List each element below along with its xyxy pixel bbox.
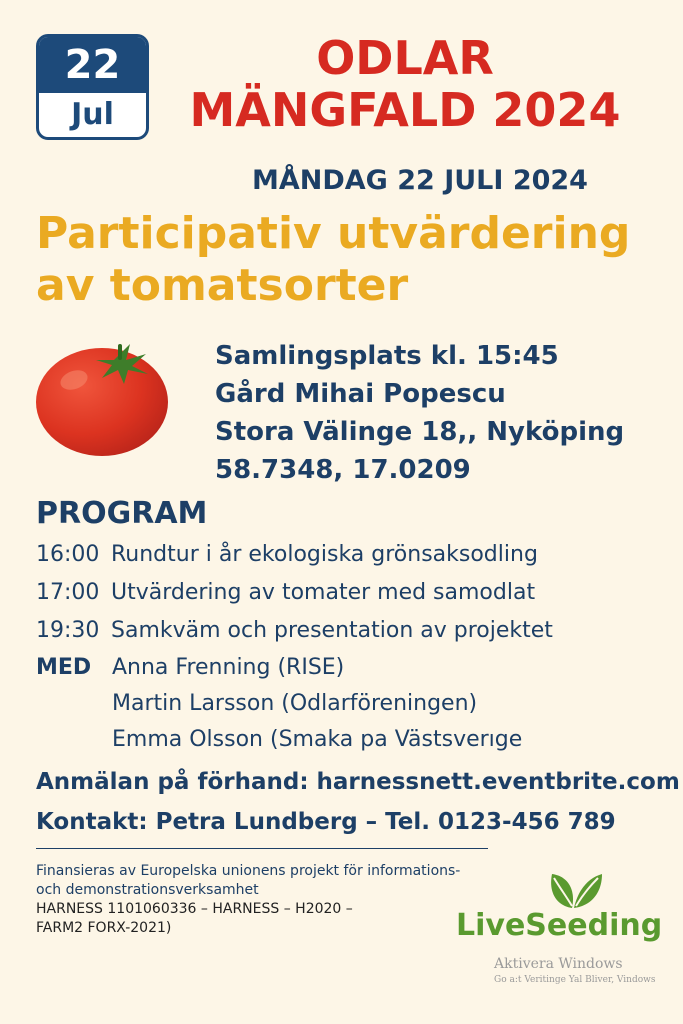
funding-line2: och demonstrationsverksamhet (36, 882, 259, 898)
calendar-day: 22 (39, 37, 146, 93)
calendar-badge (36, 34, 149, 140)
event-title-line2: MÄNGFALD 2024 (189, 83, 621, 137)
participant-name: Emma Olsson (Smaka pa Västsverıge (112, 727, 523, 752)
schedule-item (36, 574, 676, 612)
leaf-icon (544, 866, 604, 910)
schedule-time: 17:00 (36, 580, 100, 605)
funding-line4: FARM2 FORX-2021) (36, 920, 172, 936)
assembly-time: Samlingsplats kl. 15:45 (215, 341, 559, 371)
funding-line1: Finansieras av Europelska unionens projekt för informations- (36, 863, 461, 879)
address: Stora Välinge 18,, Nyköping (215, 417, 625, 447)
registration-link[interactable]: Anmälan på förhand: harnessnett.eventbrite.com (36, 769, 680, 795)
participants-list (112, 650, 522, 758)
logo-text: LiveSeeding (456, 908, 663, 943)
watermark-line1: Aktivera Windows (494, 956, 623, 972)
schedule-time: 19:30 (36, 618, 100, 643)
program-heading: PROGRAM (36, 496, 208, 531)
participant-name: Anna Frenning (RISE) (112, 655, 345, 680)
schedule-desc: Samkväm och presentation av projektet (111, 618, 553, 643)
tomato-icon (34, 338, 174, 458)
schedule-item (36, 536, 676, 574)
venue-info (215, 337, 675, 489)
participants-label: MED (36, 655, 92, 680)
divider (36, 848, 488, 849)
funding-line3: HARNESS 1101060336 – HARNESS – H2020 – (36, 901, 353, 917)
headline-line1: Participativ utvärdering (36, 208, 631, 259)
event-title (165, 32, 645, 136)
headline (36, 208, 676, 312)
farm-name: Gård Mihai Popescu (215, 379, 506, 409)
registration-contact (36, 762, 680, 842)
watermark-line2: Go a:t Veritinge Yal Bliver, Vindows (494, 975, 656, 985)
contact-info: Kontakt: Petra Lundberg – Tel. 0123-456 789 (36, 809, 616, 835)
event-title-line1: ODLAR (316, 31, 494, 85)
coordinates: 58.7348, 17.0209 (215, 455, 471, 485)
participant-name: Martin Larsson (Odlarföreningen) (112, 691, 478, 716)
schedule-time: 16:00 (36, 542, 100, 567)
funding-notice (36, 862, 476, 938)
event-date: MÅNDAG 22 JULI 2024 (252, 165, 588, 196)
program-schedule (36, 536, 676, 650)
schedule-desc: Rundtur i år ekologiska grönsaksodling (111, 542, 538, 567)
liveseeding-logo (456, 866, 666, 952)
schedule-item (36, 612, 676, 650)
activation-watermark (494, 955, 679, 987)
calendar-month: Jul (71, 97, 114, 132)
schedule-desc: Utvärdering av tomater med samodlat (111, 580, 536, 605)
headline-line2: av tomatsorter (36, 260, 409, 311)
